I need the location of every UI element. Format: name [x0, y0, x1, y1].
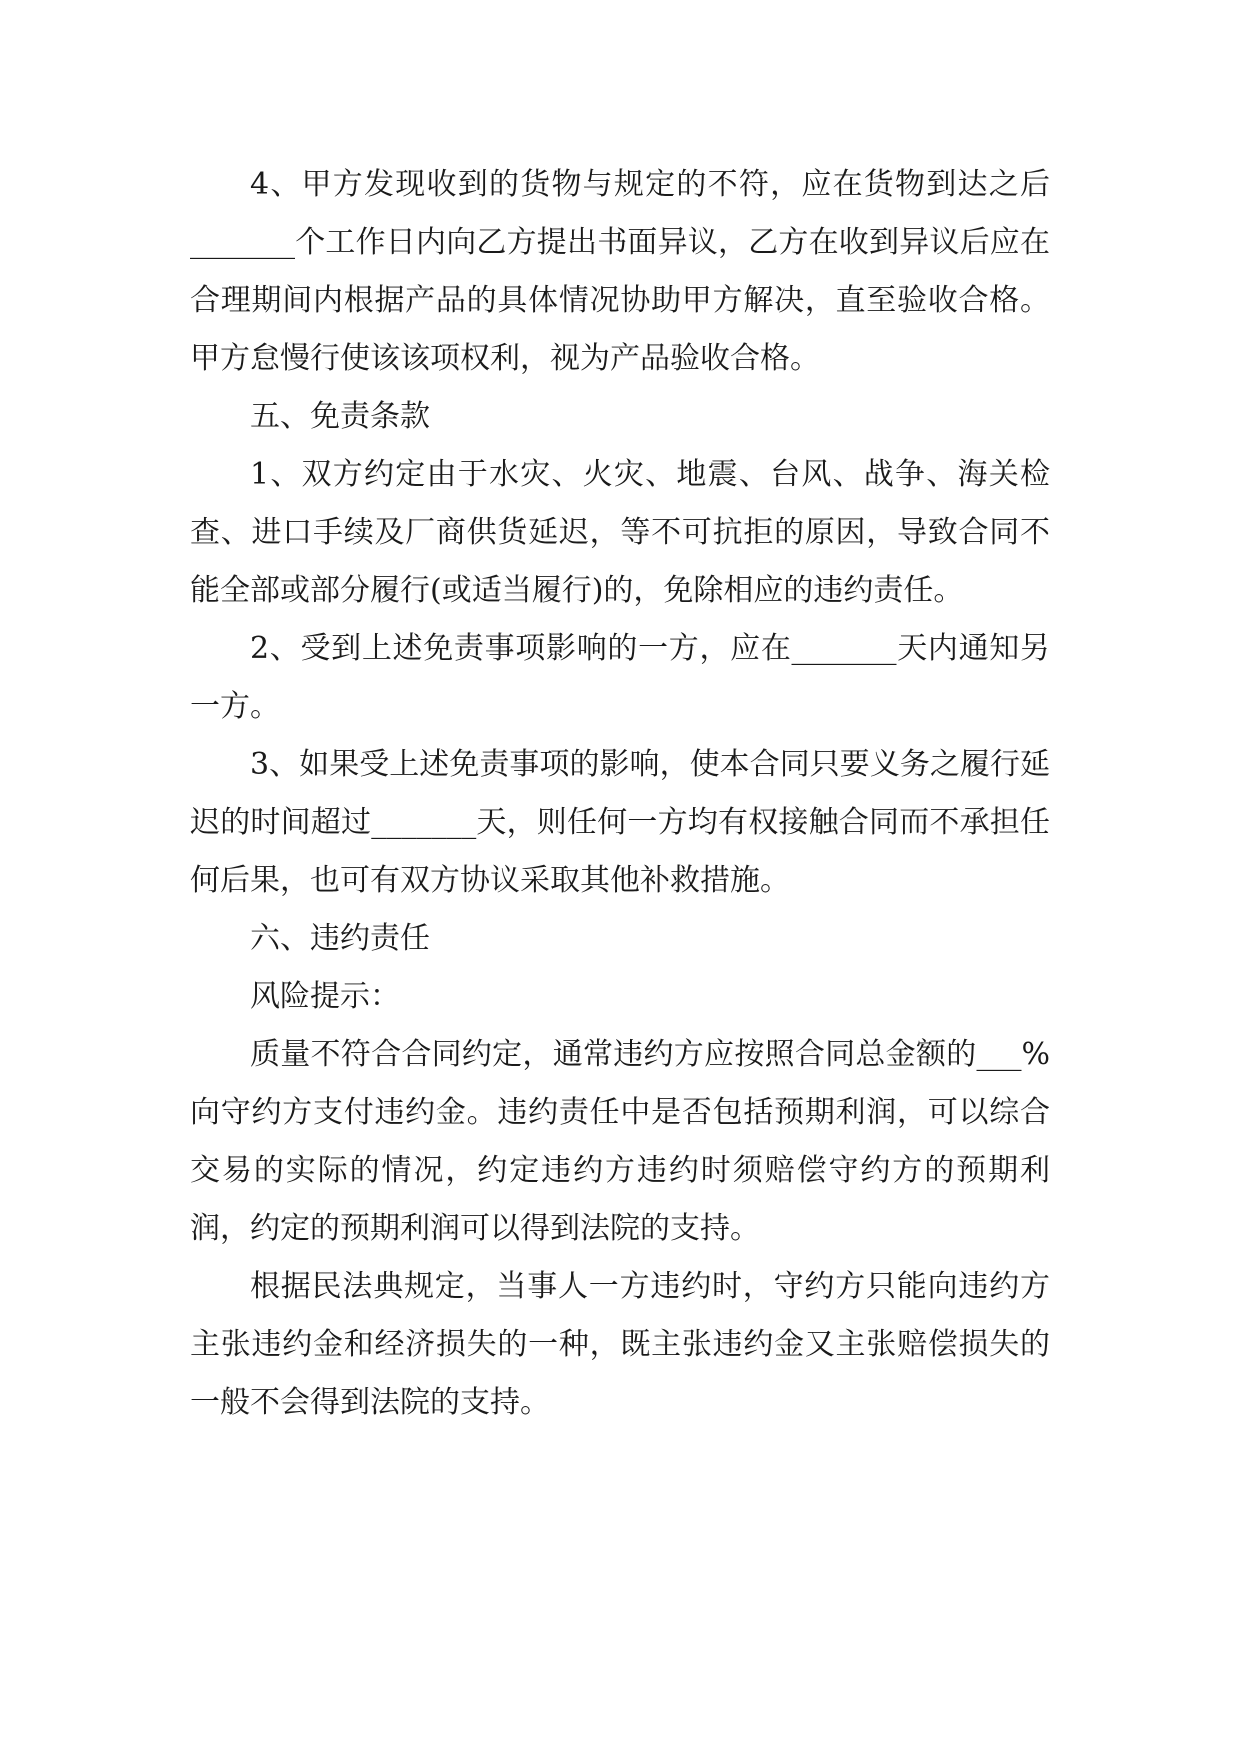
clause-5-1-paragraph: 1、双方约定由于水灾、火灾、地震、台风、战争、海关检查、进口手续及厂商供货延迟，等不可抗拒的原因，导致合同不能全部或部分履行(或适当履行)的，免除相应的违约责任。 — [190, 457, 1050, 608]
section-5-heading: 五、免责条款 — [250, 399, 430, 434]
risk-tip-paragraph-1: 质量不符合合同约定，通常违约方应按照合同总金额的___%向守约方支付违约金。违约责任中是否包括预期利润，可以综合交易的实际的情况，约定违约方违约时须赔偿守约方的预期利润，约定的预期利润可以得到法院的支持。 — [190, 1037, 1050, 1246]
risk-tip-paragraph-2: 根据民法典规定，当事人一方违约时，守约方只能向违约方主张违约金和经济损失的一种，既主张违约金又主张赔偿损失的一般不会得到法院的支持。 — [190, 1269, 1050, 1420]
clause-4-paragraph: 4、甲方发现收到的货物与规定的不符，应在货物到达之后_______个工作日内向乙方提出书面异议，乙方在收到异议后应在合理期间内根据产品的具体情况协助甲方解决，直至验收合格。甲方怠慢行使该该项权利，视为产品验收合格。 — [190, 167, 1050, 376]
risk-tip-label: 风险提示： — [250, 979, 400, 1014]
clause-5-2-paragraph: 2、受到上述免责事项影响的一方，应在_______天内通知另一方。 — [190, 631, 1050, 724]
section-6-heading: 六、违约责任 — [250, 921, 430, 956]
clause-5-3-paragraph: 3、如果受上述免责事项的影响，使本合同只要义务之履行延迟的时间超过_______天，则任何一方均有权接触合同而不承担任何后果，也可有双方协议采取其他补救措施。 — [190, 747, 1050, 898]
document-body — [190, 156, 1050, 1432]
